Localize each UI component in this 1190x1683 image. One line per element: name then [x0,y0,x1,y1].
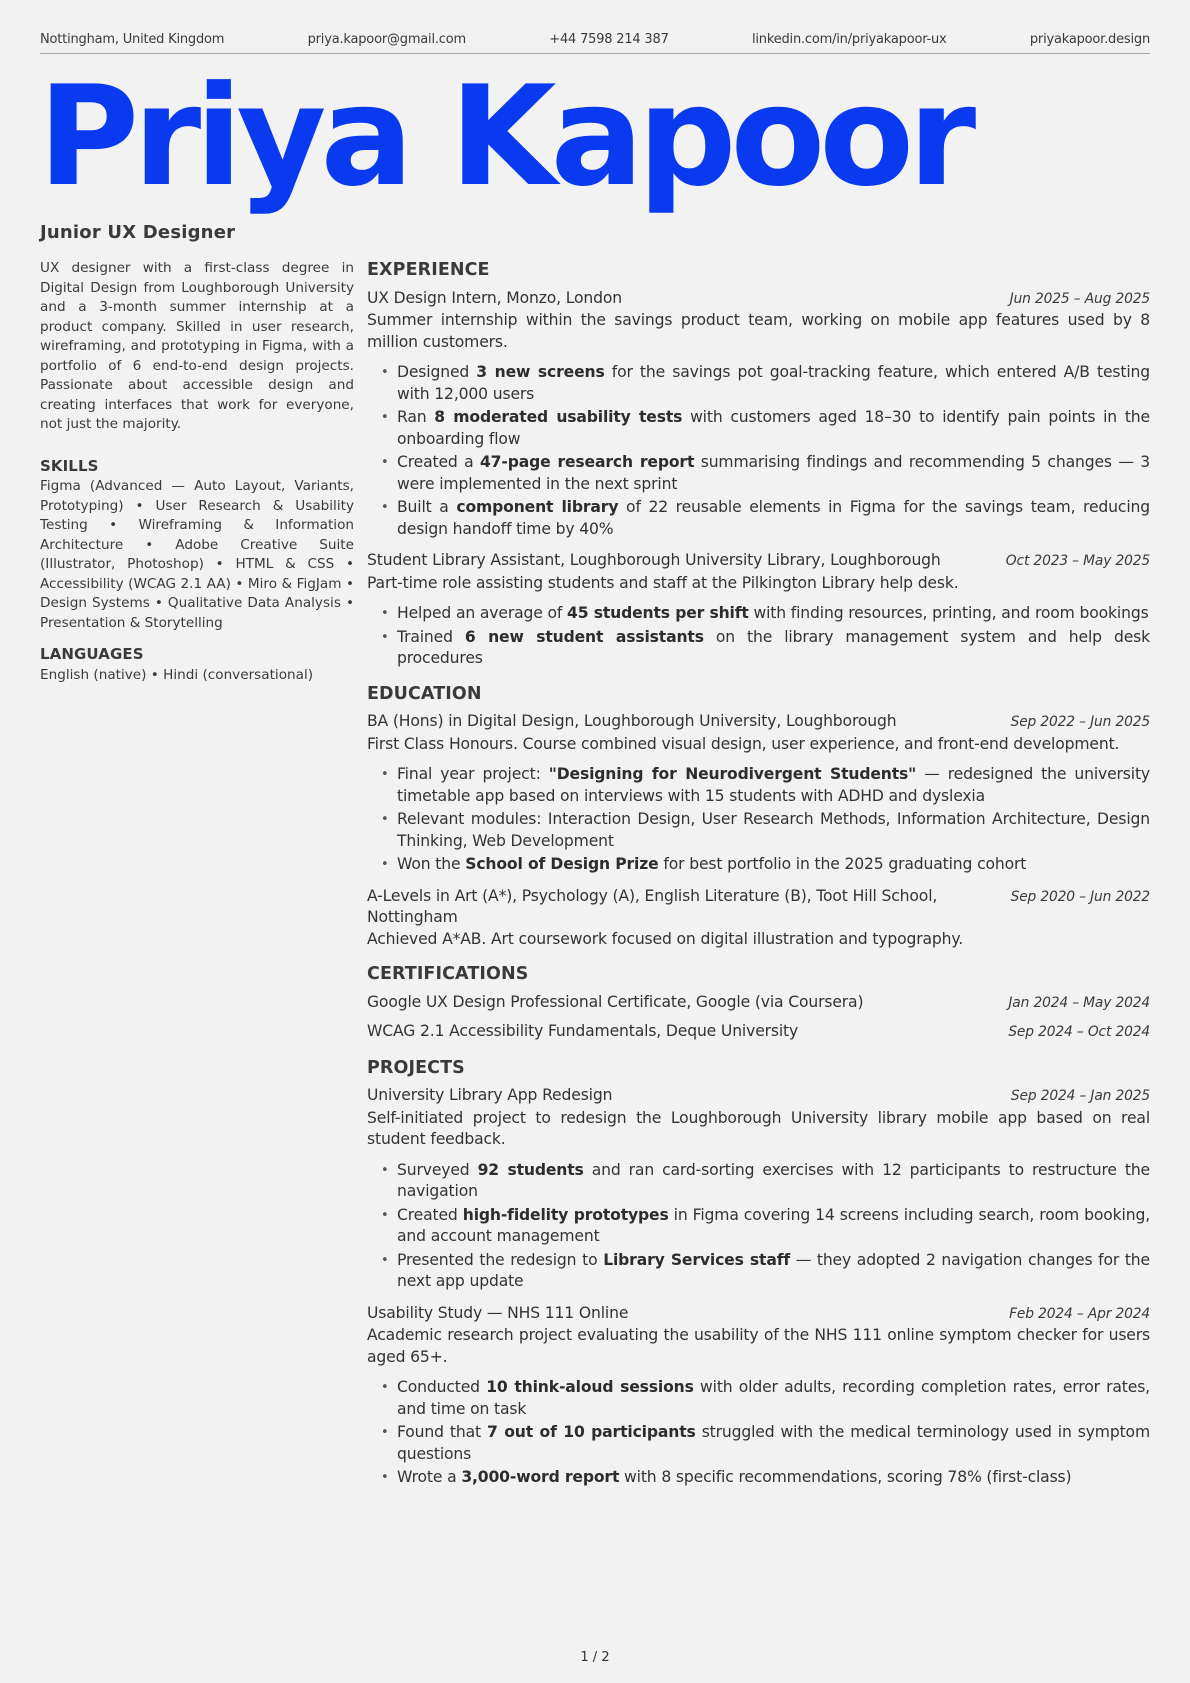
bullet-item [381,1377,1150,1420]
summary: UX designer with a first-class degree in Digital Design from Loughborough University and a 3-month summer internship at a product company. Skilled in user research, wireframing, and prototyping in Figma, with a portfolio of 6 end-to-end design projects. Passionate about accessible design and creating interfaces that work for everyone, not just the majority. [40,260,354,432]
bullet-item [381,452,1150,495]
contact-website-link[interactable]: priyakapoor.design [1029,32,1150,47]
entry-description: Summer internship within the savings product team, working on mobile app features used by 8 million customers. [367,311,1150,351]
entry-date: Sep 2024 – Jan 2025 [1010,1088,1150,1104]
entry-list [367,288,1150,670]
bullet-text: Found that [397,1423,488,1441]
bullet-highlight: component library [456,498,619,516]
bullet-item [381,1422,1150,1465]
entry-date: Oct 2023 – May 2025 [1005,553,1150,569]
bullet-item [381,764,1150,807]
cert-title: Google UX Design Professional Certificate, Google (via Coursera) [367,992,864,1011]
bullet-text: Won the [397,855,466,873]
bullet-item [381,627,1150,670]
bullet-list [367,603,1150,670]
bullet-text: — they adopted 2 navigation changes for the next app update [397,1250,1150,1290]
cert-date: Jan 2024 – May 2024 [1008,994,1150,1011]
bullet-list [367,1377,1150,1489]
bullet-text: Presented the redesign to [397,1250,604,1269]
bullet-text: Surveyed [397,1160,478,1179]
candidate-name: Priya Kapoor [38,56,971,217]
entry-title: BA (Hons) in Digital Design, Loughborough University, Loughborough [367,712,897,730]
entry-list [367,711,1150,950]
bullet-item [381,603,1150,625]
entry-title: Usability Study — NHS 111 Online [367,1303,629,1322]
bullet-list [367,1160,1150,1293]
entry-list [367,1085,1150,1489]
contact-location: Nottingham, United Kingdom [40,32,225,47]
languages-heading: LANGUAGES [40,645,144,663]
entry [367,550,1150,670]
bullet-highlight: 7 out of 10 participants [487,1423,696,1441]
bullet-text: Relevant modules: Interaction Design, User Research Methods, Information Architecture, Design Thinking, Web Development [397,810,1150,850]
contact-linkedin-link[interactable]: linkedin.com/in/priyakapoor-ux [751,32,947,47]
bullet-text: — redesigned the university timetable app based on interviews with 15 students with ADHD and dyslexia [397,765,1150,805]
skills-heading: SKILLS [40,456,99,475]
bullet-text: Helped an average of [397,604,568,622]
bullet-item [381,1160,1150,1203]
bullet-text: of 22 reusable elements in Figma for the savings team, reducing design handoff time by 40% [397,498,1150,538]
entry-description: Part-time role assisting students and staff at the Pilkington Library help desk. [367,573,959,592]
bullet-text: with customers aged 18–30 to identify pain points in the onboarding flow [397,408,1150,448]
bullet-highlight: 6 new student assistants [464,627,704,646]
bullet-highlight: 45 students per shift [567,604,749,622]
bullet-text: in Figma covering 14 screens including search, room booking, and account management [397,1205,1150,1245]
bullet-text: Trained [397,627,465,646]
entry-title: UX Design Intern, Monzo, London [367,288,622,307]
bullet-text: with older adults, recording completion rates, error rates, and time on task [397,1378,1150,1418]
entry [367,711,1150,876]
bullet-text: and ran card-sorting exercises with 12 participants to restructure the navigation [397,1160,1151,1200]
entry-description: Academic research project evaluating the usability of the NHS 111 online symptom checker for users aged 65+. [367,1326,1150,1366]
contact-phone[interactable]: +44 7598 214 387 [549,32,669,47]
entry-title: A-Levels in Art (A*), Psychology (A), English Literature (B), Toot Hill School, Nottingham [367,886,938,926]
bullet-highlight: Library Services staff [603,1250,790,1269]
experience-section [367,260,1150,670]
entry [367,1303,1150,1489]
bullet-text: summarising findings and recommending 5 changes — 3 were implemented in the next sprint [397,453,1150,493]
bullet-text: with 8 specific recommendations, scoring 78% (first-class) [619,1468,1072,1486]
bullet-highlight: "Designing for Neurodivergent Students" [548,765,917,783]
contact-bar [40,32,1150,54]
page-number: 1 / 2 [580,1650,610,1665]
bullet-text: for best portfolio in the 2025 graduating cohort [658,855,1027,873]
entry-description: Self-initiated project to redesign the Loughborough University library mobile app based on real student feedback. [367,1108,1150,1148]
entry-header [367,1303,1150,1326]
skills-list: Figma (Advanced — Auto Layout, Variants, Prototyping) • User Research & Usability Testing • Wireframing & Information Architecture • Adobe Creative Suite (Illustrator, Photoshop) • HTML & CSS • Accessibility (WCAG 2.1 AA) • Miro & FigJam • Design Systems • Qualitative Data Analysis • Presentation & Storytelling [40,478,354,631]
bullet-text: Created [397,1205,463,1224]
entry-date: Jun 2025 – Aug 2025 [1009,290,1150,307]
bullet-text: Conducted [397,1378,487,1396]
bullet-highlight: 10 think-aloud sessions [486,1378,694,1396]
bullet-text: for the savings pot goal-tracking feature, which entered A/B testing with 12,000 users [397,363,1150,403]
bullet-highlight: 3,000-word report [461,1468,620,1486]
section-heading: CERTIFICATIONS [367,964,529,984]
bullet-item [381,1250,1150,1293]
entry-header [367,711,1150,734]
entry-header [367,288,1150,311]
entry-date: Feb 2024 – Apr 2024 [1009,1305,1150,1322]
bullet-item [381,854,1150,876]
main-content [367,260,1150,1503]
entry [367,886,1150,951]
entry [367,1085,1150,1293]
section-heading: PROJECTS [367,1057,465,1078]
sidebar [40,259,354,685]
entry-description: First Class Honours. Course combined visual design, user experience, and front-end development. [367,734,1120,753]
entry-title: University Library App Redesign [367,1086,613,1104]
bullet-item [381,362,1150,405]
cert-title: WCAG 2.1 Accessibility Fundamentals, Deque University [367,1022,799,1040]
education-section [367,684,1150,951]
job-title: Junior UX Designer [40,222,236,243]
bullet-list [367,362,1150,540]
entry-date: Sep 2020 – Jun 2022 [1010,888,1150,905]
bullet-text: struggled with the medical terminology used in symptom questions [397,1423,1150,1463]
bullet-text: on the library management system and help desk procedures [397,627,1150,667]
contact-email-link[interactable]: priya.kapoor@gmail.com [307,32,466,47]
entry-description: Achieved A*AB. Art coursework focused on digital illustration and typography. [367,929,964,948]
bullet-text: Created a [397,453,480,471]
bullet-item [381,809,1150,852]
cert-date: Sep 2024 – Oct 2024 [1008,1024,1150,1040]
bullet-text: Final year project: [397,765,549,783]
bullet-list [367,764,1150,876]
bullet-item [381,497,1150,540]
projects-section [367,1058,1150,1489]
bullet-text: Wrote a [397,1468,462,1486]
entry-title: Student Library Assistant, Loughborough University Library, Loughborough [367,551,941,569]
bullet-item [381,407,1150,450]
bullet-highlight: School of Design Prize [465,855,659,873]
bullet-highlight: 3 new screens [476,363,605,381]
cert-item [367,992,1150,1015]
entry-header [367,1085,1150,1108]
entry-header [367,886,1150,929]
bullet-highlight: 92 students [477,1160,584,1179]
entry-header [367,550,1150,573]
bullet-highlight: high-fidelity prototypes [462,1205,669,1224]
bullet-text: with finding resources, printing, and room bookings [748,604,1149,622]
certifications-section [367,964,1150,1044]
bullet-text: Designed [397,363,477,381]
bullet-text: Ran [397,408,435,426]
bullet-highlight: 47-page research report [479,453,695,471]
section-heading: EDUCATION [367,683,482,704]
section-heading: EXPERIENCE [367,260,490,280]
languages-list: English (native) • Hindi (conversational) [40,666,314,683]
entry-date: Sep 2022 – Jun 2025 [1010,714,1150,730]
bullet-text: Built a [397,498,457,516]
bullet-item [381,1205,1150,1248]
bullet-item [381,1467,1150,1489]
bullet-highlight: 8 moderated usability tests [434,408,683,426]
cert-item [367,1021,1150,1044]
entry [367,288,1150,541]
